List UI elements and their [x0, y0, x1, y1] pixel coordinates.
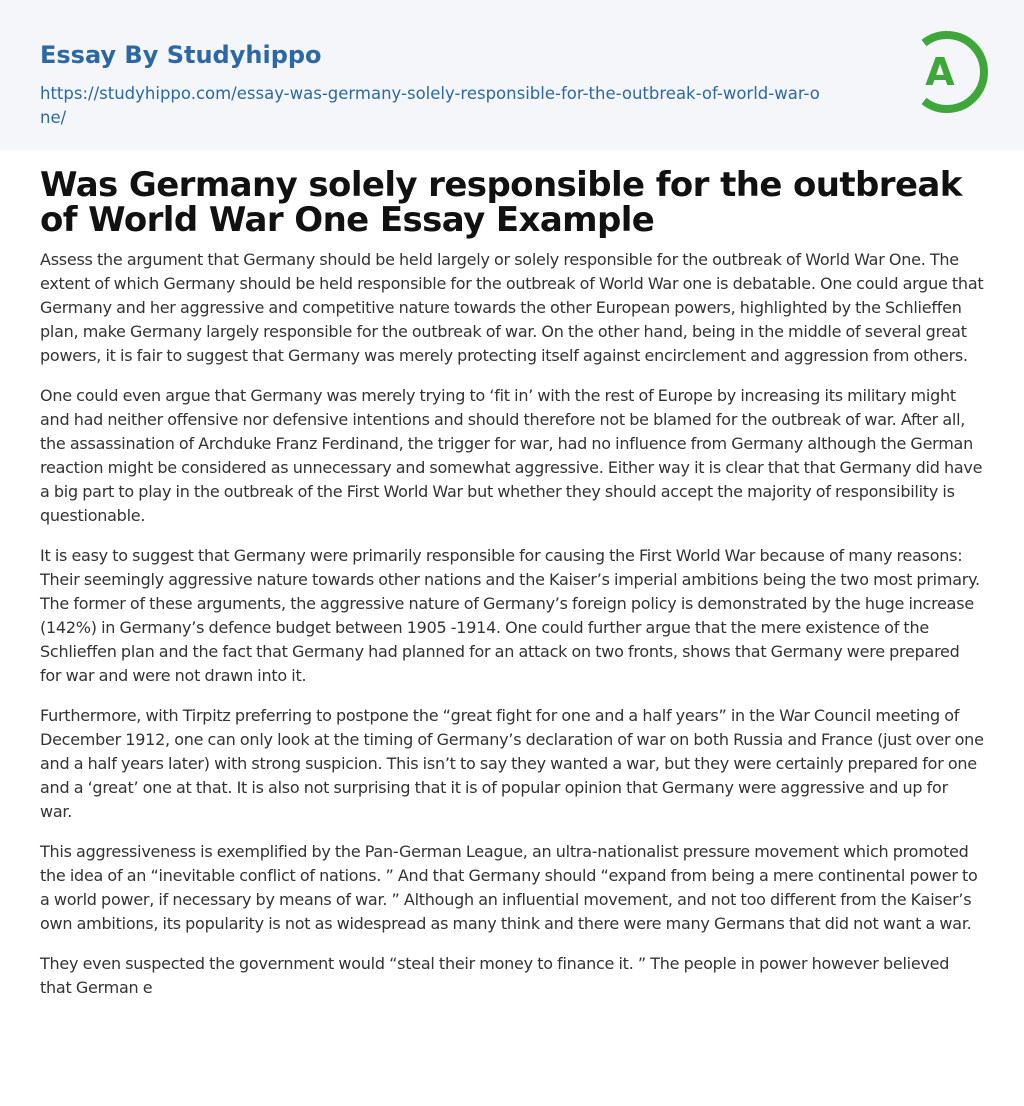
- article-title: Was Germany solely responsible for the outbreak of World War One Essay Example: [40, 165, 962, 240]
- article-paragraph-3: It is easy to suggest that Germany were primarily responsible for causing the First World War because of many reasons: Their seemingly aggressive nature towards other nations and the Kaiser’s imperial ambitions being the two most primary. The former of these arguments, the aggressive nature of Germany’s foreign policy is demonstrated by the huge increase (142%) in Germany’s defence budget between 1905 -1914. One could further argue that the mere existence of the Schlieffen plan and the fact that Germany had planned for an attack on two fronts, shows that Germany were prepared for war and were not drawn into it.: [40, 546, 980, 685]
- article-paragraph-4: Furthermore, with Tirpitz preferring to postpone the “great fight for one and a half years” in the War Council meeting of December 1912, one can only look at the timing of Germany’s declaration of war on both Russia and France (just over one and a half years later) with strong suspicion. This isn’t to say they wanted a war, but they were certainly prepared for one and a ‘great’ one at that. It is also not surprising that it is of popular opinion that Germany were aggressive and up for war.: [40, 706, 984, 821]
- site-name[interactable]: Essay By Studyhippo: [40, 41, 322, 69]
- article-content: [40, 165, 984, 1016]
- article-paragraph-5: This aggressiveness is exemplified by the Pan-German League, an ultra-nationalist pressure movement which promoted the idea of an “inevitable conflict of nations. ” And that Germany should “expand from being a mere continental power to a world power, if necessary by means of war. ” Although an influential movement, and not too different from the Kaiser’s own ambitions, its popularity is not as widespread as many think and there were many Germans that did not want a war.: [40, 842, 978, 933]
- article-paragraph-1: Assess the argument that Germany should be held largely or solely responsible for the outbreak of World War One. The extent of which Germany should be held responsible for the outbreak of World War one is debatable. One could argue that Germany and her aggressive and competitive nature towards the other European powers, highlighted by the Schlieffen plan, make Germany largely responsible for the outbreak of war. On the other hand, being in the middle of several great powers, it is fair to suggest that Germany was merely protecting itself against encirclement and aggression from others.: [40, 250, 984, 365]
- studyhippo-logo-icon[interactable]: [906, 28, 990, 116]
- site-header: [0, 0, 1024, 150]
- article-paragraph-6: They even suspected the government would “steal their money to finance it. ” The people in power however believed that German e: [40, 954, 950, 997]
- article-paragraph-2: One could even argue that Germany was merely trying to ‘fit in’ with the rest of Europe by increasing its military might and had neither offensive nor defensive intentions and should therefore not be blamed for the outbreak of war. After all, the assassination of Archduke Franz Ferdinand, the trigger for war, had no influence from Germany although the German reaction might be considered as unnecessary and somewhat aggressive. Either way it is clear that that Germany did have a big part to play in the outbreak of the First World War but whether they should accept the majority of responsibility is questionable.: [40, 386, 983, 525]
- logo-letter: A: [925, 50, 955, 94]
- source-url-link[interactable]: https://studyhippo.com/essay-was-germany-solely-responsible-for-the-outbreak-of-world-war-one/: [40, 84, 820, 127]
